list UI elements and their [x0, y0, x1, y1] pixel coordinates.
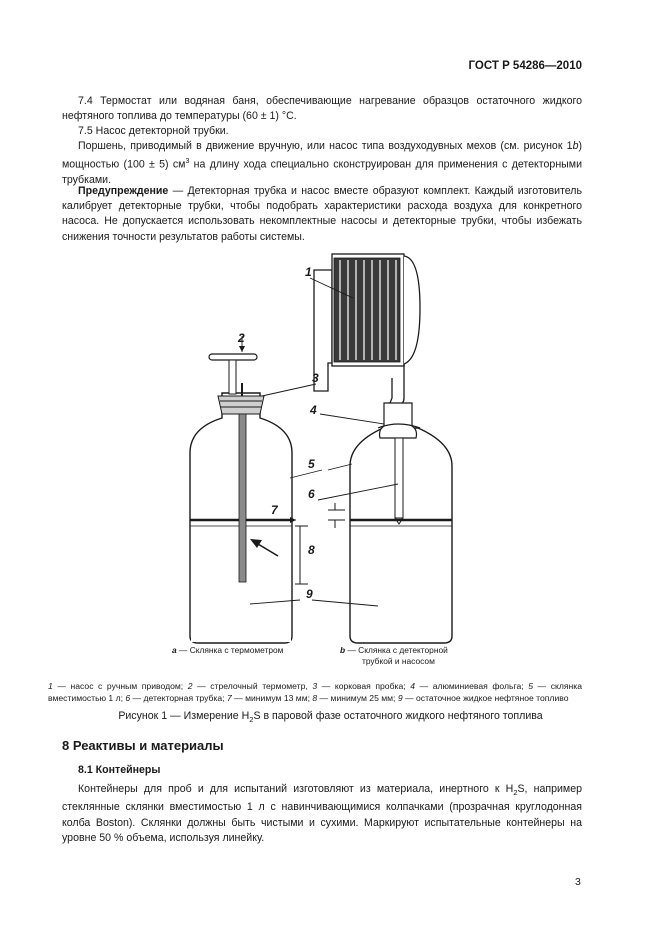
text-run-italic: b: [572, 140, 579, 152]
label-3: 3: [312, 371, 319, 385]
subcaption-b: [340, 645, 448, 655]
figure-legend: [48, 680, 582, 704]
legend-text: — стрелочный термометр,: [192, 681, 313, 691]
label-5: 5: [308, 457, 315, 471]
subscript: 2: [513, 788, 518, 798]
text-run: ) мощностью (100 ± 5) см: [62, 140, 582, 171]
paragraph-7-4: 7.4 Термостат или водяная баня, обеспечивающие нагревание образцов остаточного жидкого нефтяного топлива до температуры (60 ± 1) °С.: [62, 95, 582, 123]
text-run: Контейнеры для проб и для испытаний изготовляют из материала, инертного к H: [78, 783, 514, 795]
label-2: 2: [238, 331, 245, 345]
legend-num: 9: [397, 693, 403, 703]
paragraph-pump-description: [62, 139, 582, 188]
legend-num: 1: [48, 681, 53, 691]
legend-text: — алюминиевая фольга;: [414, 681, 529, 691]
section-8-title: 8 Реактивы и материалы: [62, 738, 224, 753]
legend-text: — минимум 13 мм;: [231, 693, 313, 703]
legend-num: 2: [187, 681, 193, 691]
legend-num: 7: [226, 693, 232, 703]
superscript: 3: [185, 158, 190, 166]
label-4: 4: [310, 403, 317, 417]
dimension-8: [295, 526, 308, 584]
subcaption-a-letter: a: [172, 645, 177, 655]
document-header: ГОСТ Р 54286—2010: [468, 60, 582, 72]
warning-label: Предупреждение: [78, 185, 169, 197]
legend-num: 6: [125, 693, 131, 703]
legend-text: — остаточное жидкое нефтяное топливо: [402, 693, 569, 703]
caption-sub: 2: [249, 715, 254, 725]
cork-stopper: [218, 396, 264, 414]
paragraph-7-5: 7.5 Насос детекторной трубки.: [78, 125, 229, 137]
legend-text: — корковая пробка;: [317, 681, 411, 691]
text-run: Поршень, приводимый в движение вручную, или насос типа воздуходувных мехов (см. рисунок 1: [78, 140, 573, 152]
section-8-1-title: 8.1 Контейнеры: [78, 764, 161, 776]
caption-prefix: Рисунок 1 — Измерение H: [118, 710, 250, 722]
legend-text: — склянка вместимостью 1 л;: [48, 681, 582, 703]
figure-1: [150, 248, 480, 668]
aluminium-foil: [378, 403, 420, 438]
figure-caption: [0, 710, 661, 724]
subcaption-b-letter: b: [340, 645, 346, 655]
label-1: 1: [305, 265, 312, 279]
detector-tube: [395, 438, 403, 518]
label-7: 7: [271, 503, 278, 517]
caption-suffix: S в паровой фазе остаточного жидкого нефтяного топлива: [253, 710, 543, 722]
text-run: на длину хода специально сконструирован для применения с детекторными трубками.: [62, 158, 582, 186]
page-number: 3: [575, 876, 581, 888]
paragraph-warning: [62, 184, 582, 245]
subcaption-b-line1: — Склянка с детекторной: [345, 645, 448, 655]
subcaption-b-line2: трубкой и насосом: [362, 656, 435, 666]
legend-num: 4: [410, 681, 415, 691]
legend-text: — минимум 25 мм;: [317, 693, 398, 703]
legend-num: 5: [528, 681, 533, 691]
warning-text: — Детекторная трубка и насос вместе образуют комплект. Каждый изготовитель калибрует детекторные трубки, чтобы подобрать характеристики расхода воздуха для конкретного насоса. Не допускается использовать некомплектные насосы и детекторные трубки, чтобы избежать снижения точности результатов работы системы.: [62, 185, 582, 243]
text-run: S, например стеклянные склянки вместимостью 1 л с навинчивающимися колпачками (прозрачная круглодонная колба Boston). Склянки должны быть чистыми и сухими. Маркируют испытательные контейнеры на уровне 50 % объема, используя линейку.: [62, 783, 583, 844]
label-8: 8: [308, 543, 315, 557]
label-9: 9: [306, 587, 313, 601]
legend-text: — насос с ручным приводом;: [52, 681, 188, 691]
legend-text: — детекторная трубка;: [130, 693, 227, 703]
legend-num: 8: [312, 693, 318, 703]
bellows-pump: [314, 254, 420, 408]
paragraph-containers: [62, 782, 582, 846]
legend-num: 3: [312, 681, 318, 691]
dimension-7b: [328, 503, 345, 528]
label-6: 6: [308, 487, 315, 501]
subcaption-a: [172, 645, 284, 655]
subcaption-a-text: — Склянка с термометром: [176, 645, 284, 655]
